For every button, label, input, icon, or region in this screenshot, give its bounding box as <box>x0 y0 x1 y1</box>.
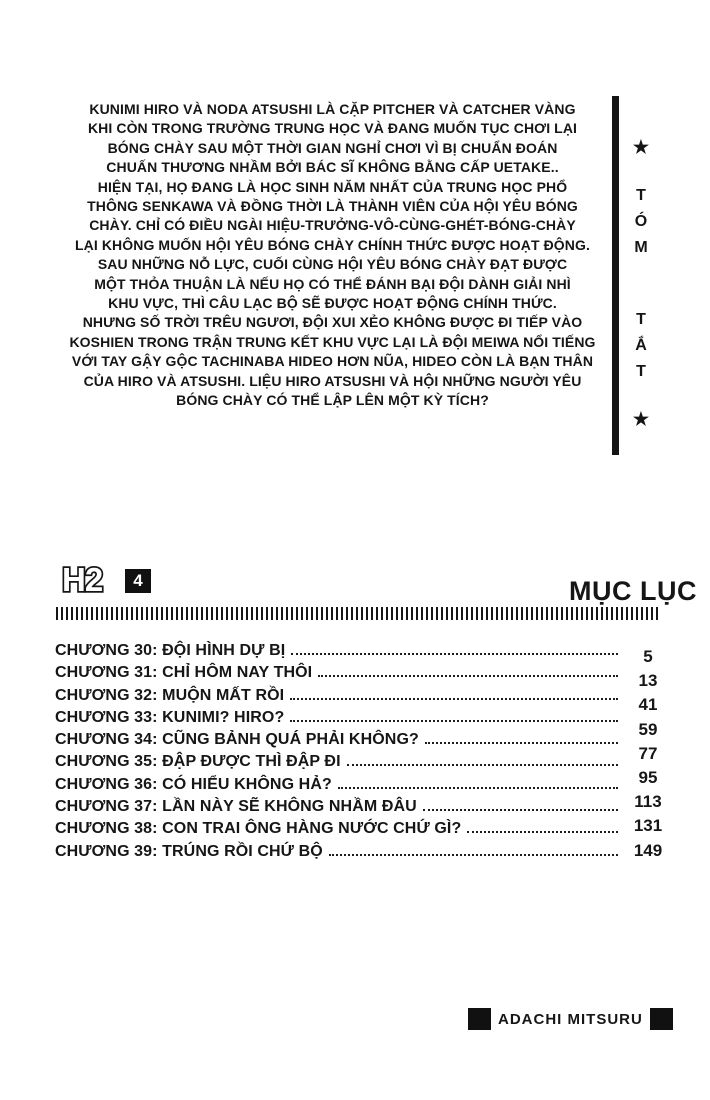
summary-line: KUNIMI HIRO VÀ NODA ATSUSHI LÀ CẶP PITCHER VÀ CATCHER VÀNG <box>89 101 576 117</box>
summary-line: THÔNG SENKAWA VÀ ĐỒNG THỜI LÀ THÀNH VIÊN CỦA HỘI YÊU BÓNG <box>87 198 578 215</box>
author-label: ADACHI MITSURU <box>498 1010 643 1028</box>
toc-item-label: CHƯƠNG 31: CHỈ HÔM NAY THÔI <box>55 664 313 682</box>
star-icon: ★ <box>632 137 650 157</box>
summary-line: VỚI TAY GẬY GỘC TACHINABA HIDEO HƠN NŨA, HIDEO CÒN LÀ BẠN THÂN <box>71 353 594 370</box>
dotted-leader <box>291 653 618 655</box>
side-caption-tom-tat <box>627 138 655 428</box>
toc-row <box>55 709 620 731</box>
toc-item-label: CHƯƠNG 38: CON TRAI ÔNG HÀNG NƯỚC CHỨ GÌ? <box>55 820 462 838</box>
dotted-leader <box>425 742 618 744</box>
side-caption-char: T <box>636 363 646 380</box>
toc-item-label: CHƯƠNG 34: CŨNG BẢNH QUÁ PHẢI KHÔNG? <box>55 731 419 749</box>
volume-badge: 4 <box>125 569 151 593</box>
summary-line: CỦA HIRO VÀ ATSUSHI. LIỆU HIRO ATSUSHI VÀ HỘI NHỮNG NGƯỜI YÊU <box>83 372 582 389</box>
toc-row <box>55 731 620 753</box>
author-strip <box>468 1008 673 1030</box>
toc-row <box>55 753 620 775</box>
summary-line: KHI CÒN TRONG TRƯỜNG TRUNG HỌC VÀ ĐANG MUỐN TỤC CHƠI LẠI <box>87 120 578 137</box>
dotted-leader <box>347 764 618 766</box>
toc-row <box>55 820 620 842</box>
toc-row <box>55 664 620 686</box>
square-icon <box>468 1008 491 1030</box>
summary-line: KHU VỰC, THÌ CÂU LẠC BỘ SẼ ĐƯỢC HOẠT ĐỘNG CHÍNH THỨC. <box>108 295 557 312</box>
summary-line: HIỆN TẠI, HỌ ĐANG LÀ HỌC SINH NĂM NHẤT CỦA TRUNG HỌC PHỔ <box>97 178 568 195</box>
side-caption-char: T <box>636 187 646 204</box>
summary-line: SAU NHỮNG NỖ LỰC, CUỐI CÙNG HỘI YÊU BÓNG CHÀY ĐẠT ĐƯỢC <box>97 256 568 273</box>
toc-row <box>55 776 620 798</box>
toc-item-label: CHƯƠNG 35: ĐẬP ĐƯỢC THÌ ĐẬP ĐI <box>55 753 341 771</box>
page-number: 77 <box>638 743 658 763</box>
dotted-leader <box>290 698 618 700</box>
side-caption-char: T <box>636 311 646 328</box>
page-number: 131 <box>633 816 663 836</box>
toc-row <box>55 798 620 820</box>
h2-logo-text: H2 <box>62 561 103 598</box>
dotted-leader <box>318 675 618 677</box>
dotted-leader <box>329 854 618 856</box>
summary-line: NHƯNG SỐ TRỜI TRÊU NGƯƠI, ĐỘI XUI XẺO KHÔNG ĐƯỢC ĐI TIẾP VÀO <box>82 314 583 331</box>
toc-item-label: CHƯƠNG 33: KUNIMI? HIRO? <box>55 708 285 726</box>
summary-line: BÓNG CHÀY CÓ THỂ LẬP LÊN MỘT KỲ TÍCH? <box>176 392 489 409</box>
page-number: 41 <box>638 695 658 715</box>
toc-row <box>55 642 620 664</box>
dotted-leader <box>290 720 618 722</box>
dotted-leader <box>338 787 618 789</box>
page-title: MỤC LỤC <box>569 576 697 606</box>
square-icon <box>650 1008 673 1030</box>
page-number: 59 <box>638 719 658 739</box>
toc-list <box>55 642 620 865</box>
star-icon: ★ <box>632 409 650 429</box>
h2-logo <box>60 561 116 599</box>
page-number: 95 <box>638 767 658 787</box>
toc-row <box>55 843 620 865</box>
toc-row <box>55 687 620 709</box>
toc-item-label: CHƯƠNG 39: TRÚNG RỒI CHỨ BỘ <box>55 842 323 860</box>
dotted-leader <box>467 831 618 833</box>
side-caption-char: Ắ <box>635 337 647 354</box>
series-logo-row <box>60 561 151 599</box>
toc-item-label: CHƯƠNG 37: LẦN NÀY SẼ KHÔNG NHẦM ĐÂU <box>55 798 417 816</box>
page-number: 149 <box>633 840 663 860</box>
page-number: 5 <box>643 647 653 666</box>
summary-line: BÓNG CHÀY SAU MỘT THỜI GIAN NGHỈ CHƠI VÌ BỊ CHUẨN ĐOÁN <box>107 139 558 156</box>
toc-item-label: CHƯƠNG 36: CÓ HIỂU KHÔNG HẢ? <box>55 775 332 793</box>
page-number: 13 <box>638 671 658 691</box>
summary-line: LẠI KHÔNG MUỐN HỘI YÊU BÓNG CHÀY CHÍNH THỨC ĐƯỢC HOẠT ĐỘNG. <box>74 236 590 253</box>
dotted-leader <box>423 809 618 811</box>
page-number: 113 <box>634 792 662 812</box>
vertical-divider <box>612 96 619 455</box>
summary-line: MỘT THỎA THUẬN LÀ NẾU HỌ CÓ THỂ ĐÁNH BẠI ĐỘI DÀNH GIẢI NHÌ <box>94 275 571 292</box>
volume-summary <box>35 100 630 411</box>
summary-line: CHUẤN THƯƠNG NHẦM BỞI BÁC SĨ KHÔNG BẰNG CẤP UETAKE.. <box>106 159 559 176</box>
barcode-decoration <box>56 607 658 620</box>
summary-line: KOSHIEN TRONG TRẬN TRUNG KẾT KHU VỰC LẠI LÀ ĐỘI MEIWA NỔI TIẾNG <box>69 333 596 350</box>
side-caption-char: M <box>634 239 648 256</box>
toc-page-numbers <box>620 645 676 863</box>
toc-item-label: CHƯƠNG 30: ĐỘI HÌNH DỰ BỊ <box>55 642 286 659</box>
toc-item-label: CHƯƠNG 32: MUỘN MẤT RỒI <box>55 686 285 704</box>
summary-line: CHÀY. CHỈ CÓ ĐIỀU NGÀI HIỆU-TRƯỞNG-VÔ-CÙNG-GHÉT-BÓNG-CHÀY <box>89 217 576 234</box>
side-caption-char: Ó <box>634 213 648 230</box>
